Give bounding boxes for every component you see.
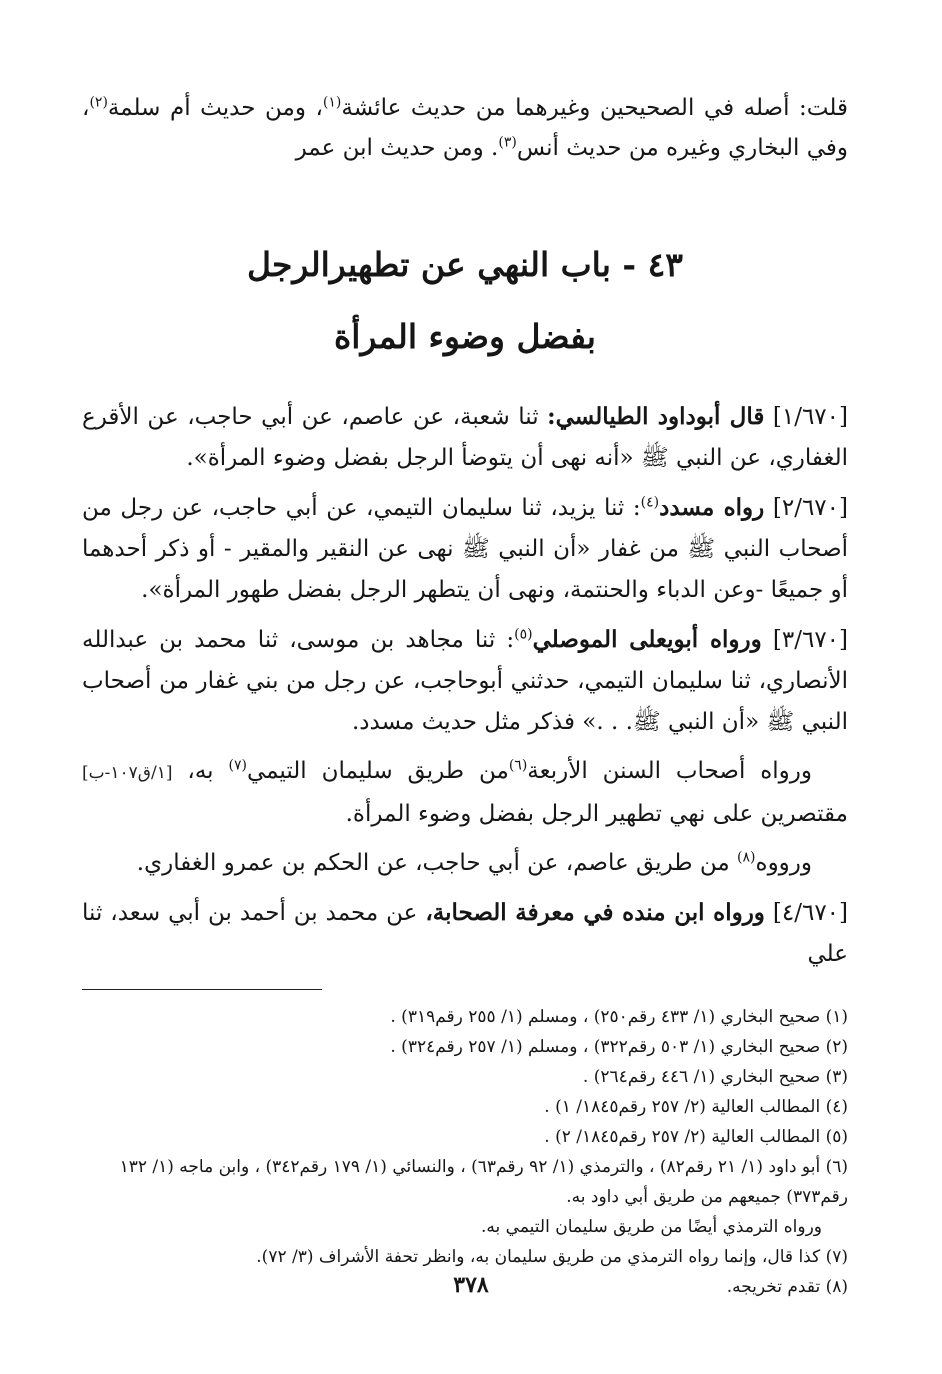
commentary-text-b: من طريق عاصم، عن أبي حاجب، عن الحكم بن عمرو الغفاري. [136,850,730,876]
footnote-ref-4[interactable]: (٤) [640,494,660,511]
hadith-narrator: قال أبوداود الطيالسي: [547,403,765,430]
commentary-text-a: ورووه [755,850,812,876]
footnote-ref-7[interactable]: (٧) [228,757,247,774]
commentary-text-a: ورواه أصحاب السنن الأربعة [527,758,813,784]
footnote-item: (٦) أبو داود (١/ ٢١ رقم٨٢) ، والترمذي (١/ ٩٢ رقم٦٣) ، والنسائي (١/ ١٧٩ رقم٣٤٢) ، وابن ماجه (١/ ١٣٢ رقم٣٧٣) جميعهم من طريق أبي داود به. [119,1157,848,1207]
intro-text-d: . ومن حديث ابن عمر [295,135,499,161]
intro-text-a: قلت: أصله في الصحيحين وغيرهما من حديث عائشة [341,95,848,121]
intro-text-b: ، ومن حديث أم سلمة [107,95,323,121]
hadith-text: ثنا شعبة، عن عاصم، عن أبي حاجب، عن الأقرع الغفاري، عن النبي ﷺ «أنه نهى أن يتوضأ الرجل بفضل وضوء المرأة». [82,404,848,471]
footnote-item-continuation: ورواه الترمذي أيضًا من طريق سليمان التيمي به. [481,1217,822,1237]
hadith-paragraph-4 [82,892,848,975]
hadith-narrator: رواه مسدد [659,494,765,521]
footnote-item: (٥) المطالب العالية (٢/ ٢٥٧ رقم١٨٤٥/ ٢) . [544,1127,848,1147]
commentary-paragraph-2 [82,843,848,884]
hadith-ref-number: [٣/٦٧٠] [772,627,849,653]
chapter-title-line-2: بفضل وضوء المرأة [334,317,596,356]
hadith-narrator: ورواه ابن منده في معرفة الصحابة، [425,899,765,926]
chapter-title-line-1: ٤٣ - باب النهي عن تطهيرالرجل [246,245,684,284]
footnote-item: (٢) صحيح البخاري (١/ ٥٠٣ رقم٣٢٢) ، ومسلم (١/ ٢٥٧ رقم٣٢٤) . [390,1037,848,1057]
page-number: ٣٧٨ [453,1272,489,1298]
hadith-text: عن محمد بن أحمد بن أبي سعد، ثنا علي [82,900,848,967]
footnote-item: (٧) كذا قال، وإنما رواه الترمذي من طريق سليمان به، وانظر تحفة الأشراف (٣/ ٧٢). [256,1247,848,1267]
footnote-item: (٣) صحيح البخاري (١/ ٤٤٦ رقم٢٦٤) . [582,1067,848,1087]
commentary-text-d: مقتصرين على نهي تطهير الرجل بفضل وضوء المرأة. [345,801,848,827]
manuscript-folio-note: [١/ق١٠٧-ب] [82,763,173,783]
footnote-ref-3[interactable]: (٣) [498,134,517,151]
hadith-ref-number: [٤/٦٧٠] [772,900,849,926]
footnote-ref-8[interactable]: (٨) [737,849,756,866]
hadith-text: : ثنا مجاهد بن موسى، ثنا محمد بن عبدالله الأنصاري، ثنا سليمان التيمي، حدثني أبوحاجب، عن رجل من بني غفار من أصحاب النبي ﷺ «أن النبي ﷺ. . .» فذكر مثل حديث مسدد. [82,627,848,735]
footnote-separator [82,989,322,990]
commentary-text-b: من طريق سليمان التيمي [246,758,509,784]
footnote-ref-1[interactable]: (١) [322,94,342,111]
intro-paragraph [82,88,848,168]
hadith-narrator: ورواه أبويعلى الموصلي [532,626,762,653]
footnote-item: (٤) المطالب العالية (٢/ ٢٥٧ رقم١٨٤٥/ ١) . [544,1097,848,1117]
footnote-item: (١) صحيح البخاري (١/ ٤٣٣ رقم٢٥٠) ، ومسلم (١/ ٢٥٥ رقم٣١٩) . [390,1007,848,1027]
commentary-text-c: به، [187,758,214,784]
hadith-paragraph-2 [82,487,848,611]
hadith-ref-number: [٢/٦٧٠] [772,495,848,521]
footnote-item: (٨) تقدم تخريجه. [726,1277,848,1297]
hadith-ref-number: [١/٦٧٠] [772,404,848,430]
footnote-ref-2[interactable]: (٢) [89,94,108,111]
footnotes-list [82,1002,848,1302]
footnote-ref-6[interactable]: (٦) [508,757,528,774]
hadith-paragraph-1 [82,396,848,479]
commentary-paragraph-1 [82,751,848,835]
chapter-body [82,396,848,975]
hadith-text: : ثنا يزيد، ثنا سليمان التيمي، عن أبي حاجب، عن رجل من أصحاب النبي ﷺ من غفار «أن النبي ﷺ نهى عن النقير والمقير - أو ذكر أحدهما أو جميعًا -وعن الدباء والحنتمة، ونهى أن يتطهر الرجل بفضل طهور المرأة». [82,495,848,603]
footnote-ref-5[interactable]: (٥) [514,626,533,643]
hadith-paragraph-3 [82,619,848,743]
intro-text-c: ، وفي البخاري وغيره من حديث أنس [82,95,848,161]
